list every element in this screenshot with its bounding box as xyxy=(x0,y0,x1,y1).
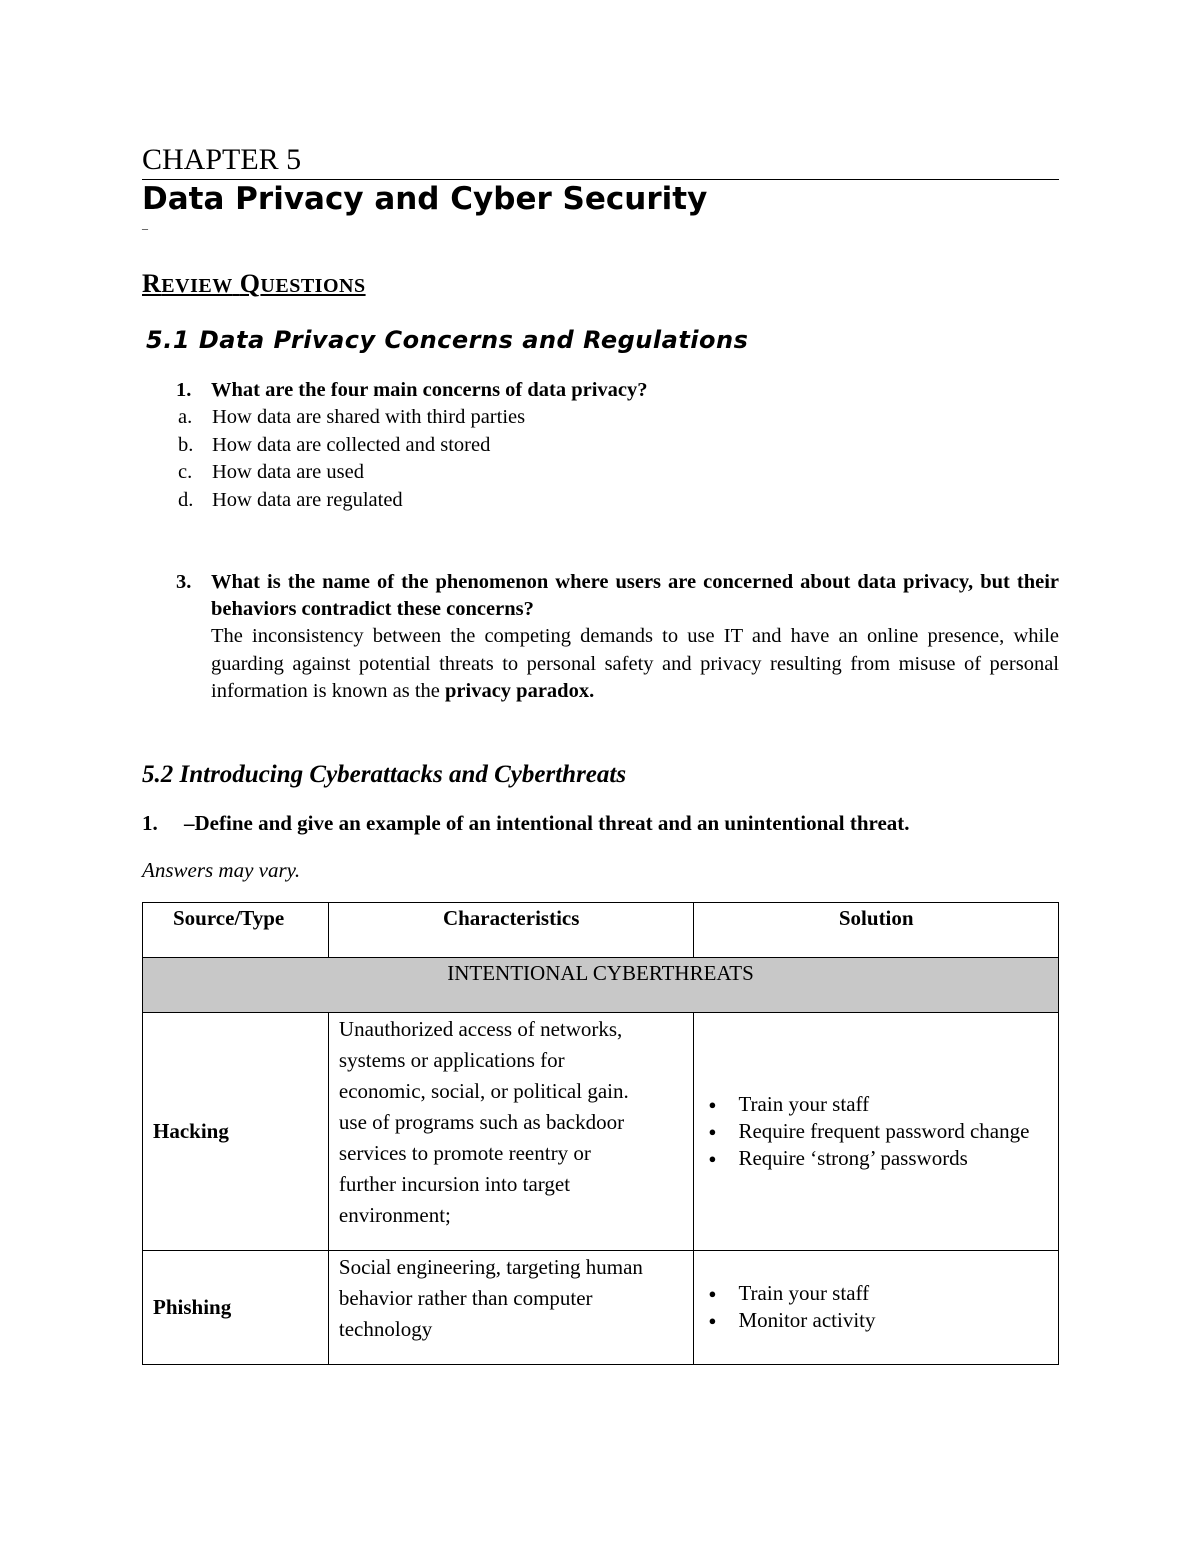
row-solutions xyxy=(694,1012,1059,1250)
question-5-2-1 xyxy=(142,809,1059,837)
question-number: 1. xyxy=(176,379,192,401)
question-text: –Define and give an example of an intentional threat and an unintentional threat. xyxy=(184,810,910,835)
question-number: 3. xyxy=(176,571,192,593)
answer-item: a. How data are shared with third parties xyxy=(178,406,526,428)
question-text: What are the four main concerns of data privacy? xyxy=(211,379,648,401)
row-characteristics: Social engineering, targeting human behavior rather than computer technology xyxy=(328,1250,694,1364)
table-band-row xyxy=(143,957,1059,1012)
table-row xyxy=(143,1012,1059,1250)
answer-item: b. How data are collected and stored xyxy=(178,433,491,456)
question-5-1-3 xyxy=(142,569,1059,706)
list-item: ● Train your staff xyxy=(738,1091,1058,1118)
row-characteristics: Unauthorized access of networks, systems or applications for economic, social, or political gain. use of programs such as backdoor services to promote reentry or further incursion into target environment; xyxy=(328,1012,694,1250)
key-term: privacy paradox. xyxy=(445,680,595,702)
table-header-row xyxy=(143,902,1059,957)
chapter-title: Data Privacy and Cyber Security xyxy=(142,181,708,217)
column-header: Characteristics xyxy=(328,902,694,957)
page-content xyxy=(142,142,1059,1365)
question-5-1-1 xyxy=(142,377,1059,404)
cyberthreats-table xyxy=(142,902,1059,1365)
row-solutions xyxy=(694,1250,1059,1364)
section-5-2-heading: 5.2 Introducing Cyberattacks and Cyberthreats xyxy=(142,760,627,788)
row-type: Hacking xyxy=(143,1012,329,1250)
answer-paragraph: The inconsistency between the competing demands to use IT and have an online presence, while guarding against potential threats to personal safety and privacy resulting from misuse of personal information is known as the privacy paradox. xyxy=(211,625,1059,702)
list-item: ● Monitor activity xyxy=(738,1307,1058,1334)
table-row xyxy=(143,1250,1059,1364)
review-questions-heading: REVIEW QUESTIONS xyxy=(142,269,366,298)
answers-note: Answers may vary. xyxy=(142,857,301,882)
band-label: INTENTIONAL CYBERTHREATS xyxy=(143,957,1059,1012)
chapter-label: CHAPTER 5 xyxy=(142,142,1059,180)
title-mark: – xyxy=(142,221,148,235)
question-text: What is the name of the phenomenon where users are concerned about data privacy, but their behaviors contradict these concerns? xyxy=(211,571,1059,620)
row-type: Phishing xyxy=(143,1250,329,1364)
column-header: Solution xyxy=(694,902,1059,957)
column-header: Source/Type xyxy=(143,902,329,957)
answer-item: d. How data are regulated xyxy=(178,488,403,511)
list-item: ● Require ‘strong’ passwords xyxy=(738,1145,1058,1172)
question-number: 1. xyxy=(142,810,158,835)
list-item: ● Require frequent password change xyxy=(738,1118,1058,1145)
list-item: ● Train your staff xyxy=(738,1280,1058,1307)
answer-item: c. How data are used xyxy=(178,461,364,483)
section-5-1-heading: 5.1 Data Privacy Concerns and Regulations xyxy=(146,326,749,354)
